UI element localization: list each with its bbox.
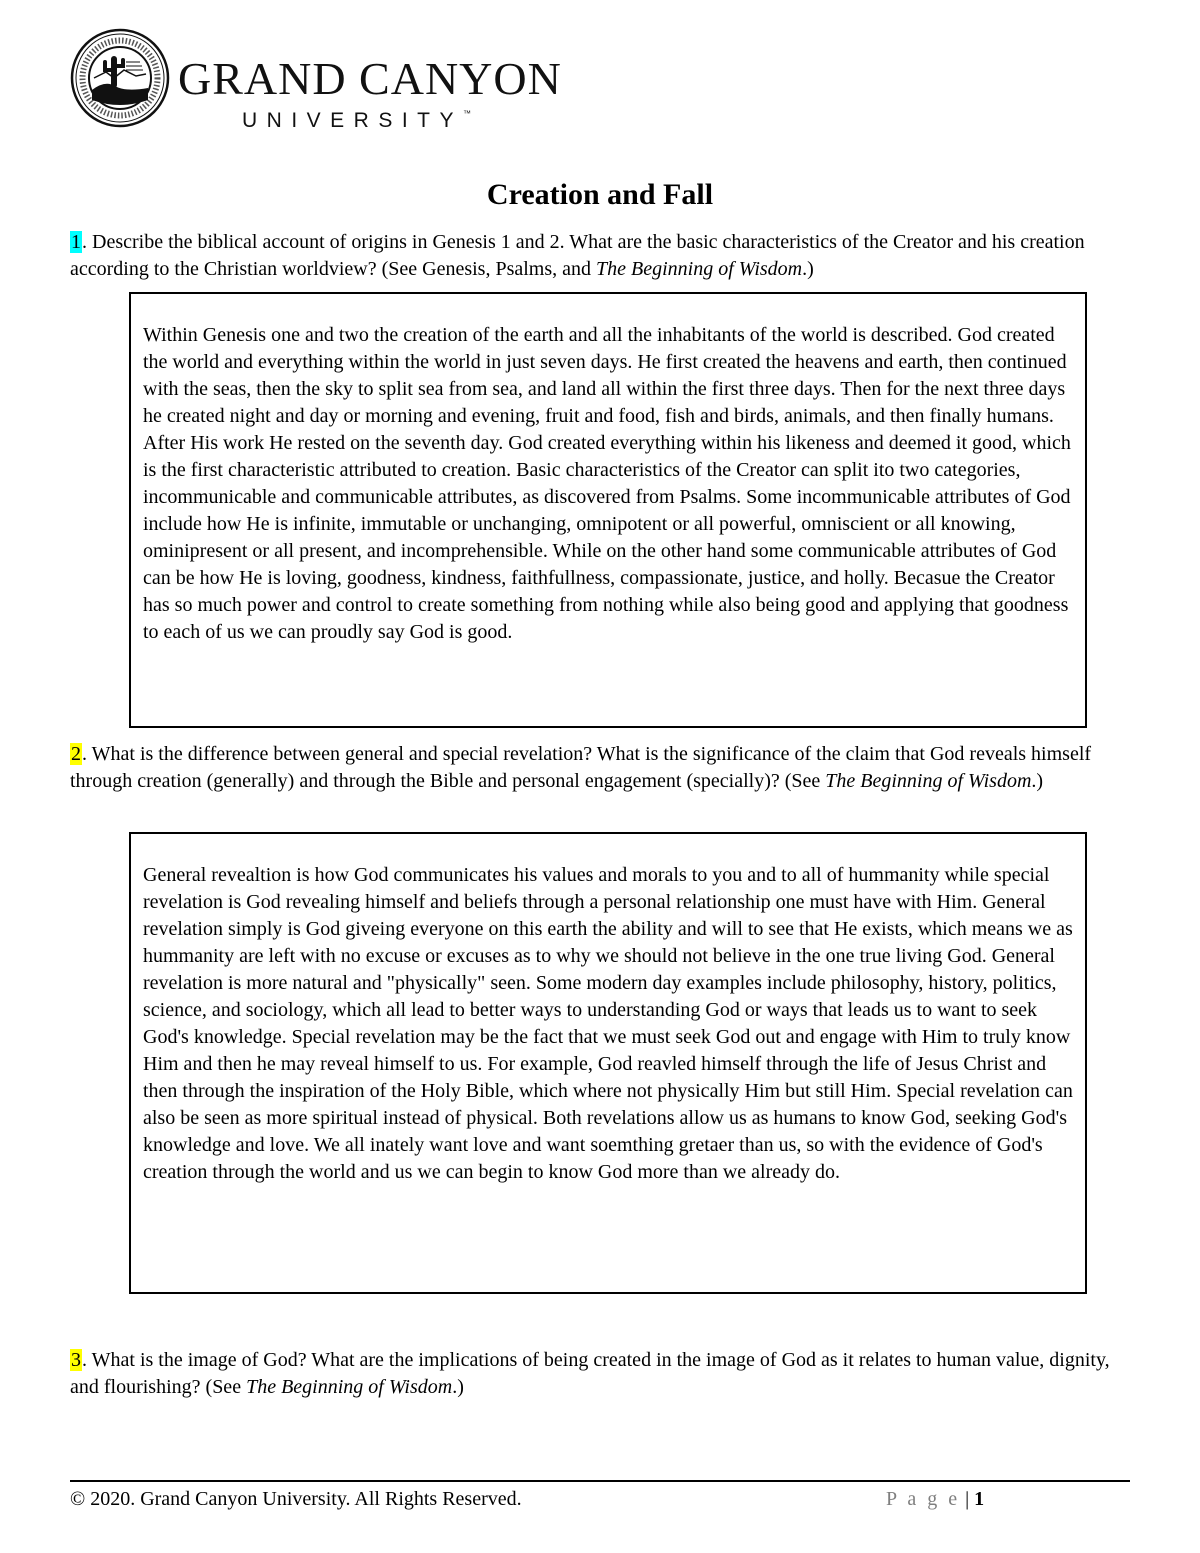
footer-copyright: © 2020. Grand Canyon University. All Rights Reserved. xyxy=(70,1488,522,1510)
question-2: 2. What is the difference between general and special revelation? What is the significance of the claim that God reveals himself through creation (generally) and through the Bible and personal engagement (specially)? (See The Beginning of Wisdom.) xyxy=(70,743,1092,792)
answer-box-1[interactable] xyxy=(129,292,1087,728)
university-name: GRAND CANYON xyxy=(178,53,562,104)
question-1: 1. Describe the biblical account of origins in Genesis 1 and 2. What are the basic characteristics of the Creator and his creation according to the Christian worldview? (See Genesis, Psalms, and The Beginning of Wisdom.) xyxy=(70,231,1085,280)
page-number: 1 xyxy=(974,1488,985,1510)
citation: The Beginning of Wisdom xyxy=(246,1376,453,1398)
university-seal-icon xyxy=(70,28,170,128)
answer-text: Within Genesis one and two the creation of the earth and all the inhabitants of the world is described. God created the world and everything within the world in just seven days. He first created the heavens and earth, then continued with the seas, then the sky to split sea from sea, and land all within the first three days. Then for the next three days he created night and day or morning and evening, fruit and food, fish and birds, animals, and then finally humans. After His work He rested on the seventh day. God created everything within his likeness and deemed it good, which is the first characteristic attributed to creation. Basic characteristics of the Creator can split ito two categories, incommunicable and communicable attributes, as discovered from Psalms. Some incommunicable attributes of God include how He is infinite, immutable or unchanging, omnipotent or all powerful, omniscient or all knowing, ominipresent or all present, and incomprehensible. While on the other hand some communicable attributes of God can be how He is loving, goodness, kindness, faithfullness, compassionate, justice, and holly. Becasue the Creator has so much power and control to create something from nothing while also being good and applying that goodness to each of us we can proudly say God is good. xyxy=(143,324,1071,643)
question-number: 3 xyxy=(71,1349,81,1371)
university-subtitle: UNIVERSITY™ xyxy=(242,109,472,132)
question-3: 3. What is the image of God? What are the implications of being created in the image of God as it relates to human value, dignity, and flourishing? (See The Beginning of Wisdom.) xyxy=(70,1349,1110,1398)
citation: The Beginning of Wisdom xyxy=(825,770,1032,792)
university-logo xyxy=(70,28,562,133)
answer-box-2[interactable] xyxy=(129,832,1087,1294)
citation: The Beginning of Wisdom xyxy=(596,258,803,280)
page-label: P a g e xyxy=(886,1488,961,1510)
footer-divider xyxy=(70,1480,1130,1482)
question-number: 2 xyxy=(71,743,81,765)
answer-text: General revealtion is how God communicates his values and morals to you and to all of hummanity while special revelation is God revealing himself and beliefs through a personal relationship one must have with Him. General revelation simply is God giveing everyone on this earth the ability and will to see that He exists, which means we as hummanity are left with no excuse or excuses as to why we should not believe in the one true living God. General revelation is more natural and "physically" seen. Some modern day examples include philosophy, history, politics, science, and sociology, which all lead to better ways to understanding God or ways that leads us to want to seek God's knowledge. Special revelation may be the fact that we must seek God out and engage with Him to truly know Him and then he may reveal himself to us. For example, God reavled himself through the life of Jesus Christ and then through the inspiration of the Holy Bible, which where not physically Him but still Him. Special revelation can also be seen as more spiritual instead of physical. Both revelations allow us as humans to know God, seeking God's knowledge and love. We all inately want love and want soemthing gretaer than us, so with the evidence of God's creation through the world and us we can begin to know God more than we already do. xyxy=(143,864,1073,1183)
question-number: 1 xyxy=(71,231,81,253)
footer-page-indicator: P a g e | 1 xyxy=(886,1488,985,1510)
page-title: Creation and Fall xyxy=(486,178,714,211)
